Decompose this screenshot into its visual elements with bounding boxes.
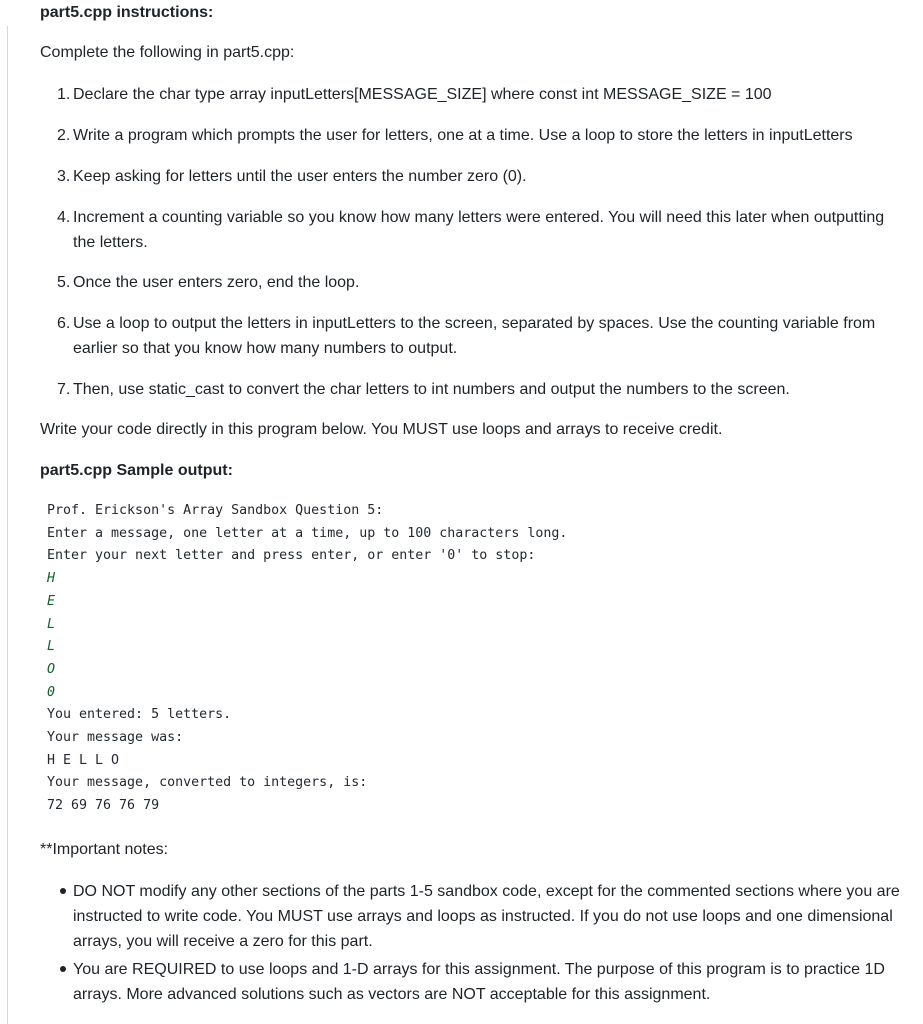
note-text: DO NOT modify any other sections of the parts 1-5 sandbox code, except for the commented sections where you are instructed to write code. You MUST use arrays and loops as instructed. If you do not use loops and one dimensional arrays, you will receive a zero for this part. <box>73 883 900 950</box>
section-left-border <box>7 26 8 1024</box>
output-line: Your message was: <box>47 730 184 745</box>
output-line: Your message, converted to integers, is: <box>47 775 368 791</box>
write-code-note: Write your code directly in this program below. You MUST use loops and arrays to receive credit. <box>40 421 723 438</box>
intro-text: Complete the following in part5.cpp: <box>40 44 295 61</box>
output-line: 72 69 76 76 79 <box>47 798 160 814</box>
step-number: 2. <box>57 127 71 144</box>
output-line: You entered: 5 letters. <box>47 707 232 723</box>
step-item <box>57 123 907 148</box>
step-item <box>57 270 907 295</box>
output-line: Enter your next letter and press enter, or enter '0' to stop: <box>47 548 536 564</box>
user-input-line: H <box>47 571 56 587</box>
step-number: 4. <box>57 209 71 226</box>
step-text: Then, use static_cast to convert the char letters to int numbers and output the numbers to the screen. <box>73 381 790 398</box>
user-input-line: E <box>47 593 56 609</box>
output-line: Prof. Erickson's Array Sandbox Question 5: <box>47 503 384 518</box>
note-text: You are REQUIRED to use loops and 1-D arrays for this assignment. The purpose of this program is to practice 1D arrays. More advanced solutions such as vectors are NOT acceptable for this assignment. <box>73 961 885 1003</box>
step-item <box>57 311 907 361</box>
bullet-icon <box>60 966 66 972</box>
note-item <box>57 879 902 954</box>
step-number: 1. <box>57 86 71 103</box>
output-line: Enter a message, one letter at a time, up to 100 characters long. <box>47 525 568 541</box>
step-text: Once the user enters zero, end the loop. <box>73 274 360 291</box>
bullet-icon <box>60 888 66 894</box>
instructions-heading: part5.cpp instructions: <box>40 4 214 21</box>
step-item <box>57 205 907 255</box>
step-number: 3. <box>57 168 71 185</box>
user-input-line: O <box>47 661 56 677</box>
step-text: Declare the char type array inputLetters[MESSAGE_SIZE] where const int MESSAGE_SIZE = 100 <box>73 86 772 103</box>
step-number: 7. <box>57 381 71 398</box>
sample-output-code-block <box>40 492 900 824</box>
step-item <box>57 164 907 189</box>
step-item <box>57 82 907 107</box>
step-item <box>57 377 907 402</box>
sample-output-heading: part5.cpp Sample output: <box>40 462 233 479</box>
user-input-line: 0 <box>47 684 56 700</box>
step-text: Write a program which prompts the user for letters, one at a time. Use a loop to store the letters in inputLetters <box>73 127 853 144</box>
user-input-line: L <box>47 639 56 655</box>
step-text: Increment a counting variable so you know how many letters were entered. You will need this later when outputting the letters. <box>73 209 885 251</box>
output-line: H E L L O <box>47 752 120 768</box>
note-item <box>57 957 902 1007</box>
important-notes-heading: **Important notes: <box>40 841 169 858</box>
step-text: Keep asking for letters until the user enters the number zero (0). <box>73 168 527 185</box>
user-input-line: L <box>47 616 56 632</box>
step-number: 6. <box>57 315 71 332</box>
step-number: 5. <box>57 274 71 291</box>
step-text: Use a loop to output the letters in inputLetters to the screen, separated by spaces. Use the counting variable from earlier so that you know how many numbers to output. <box>73 315 876 357</box>
